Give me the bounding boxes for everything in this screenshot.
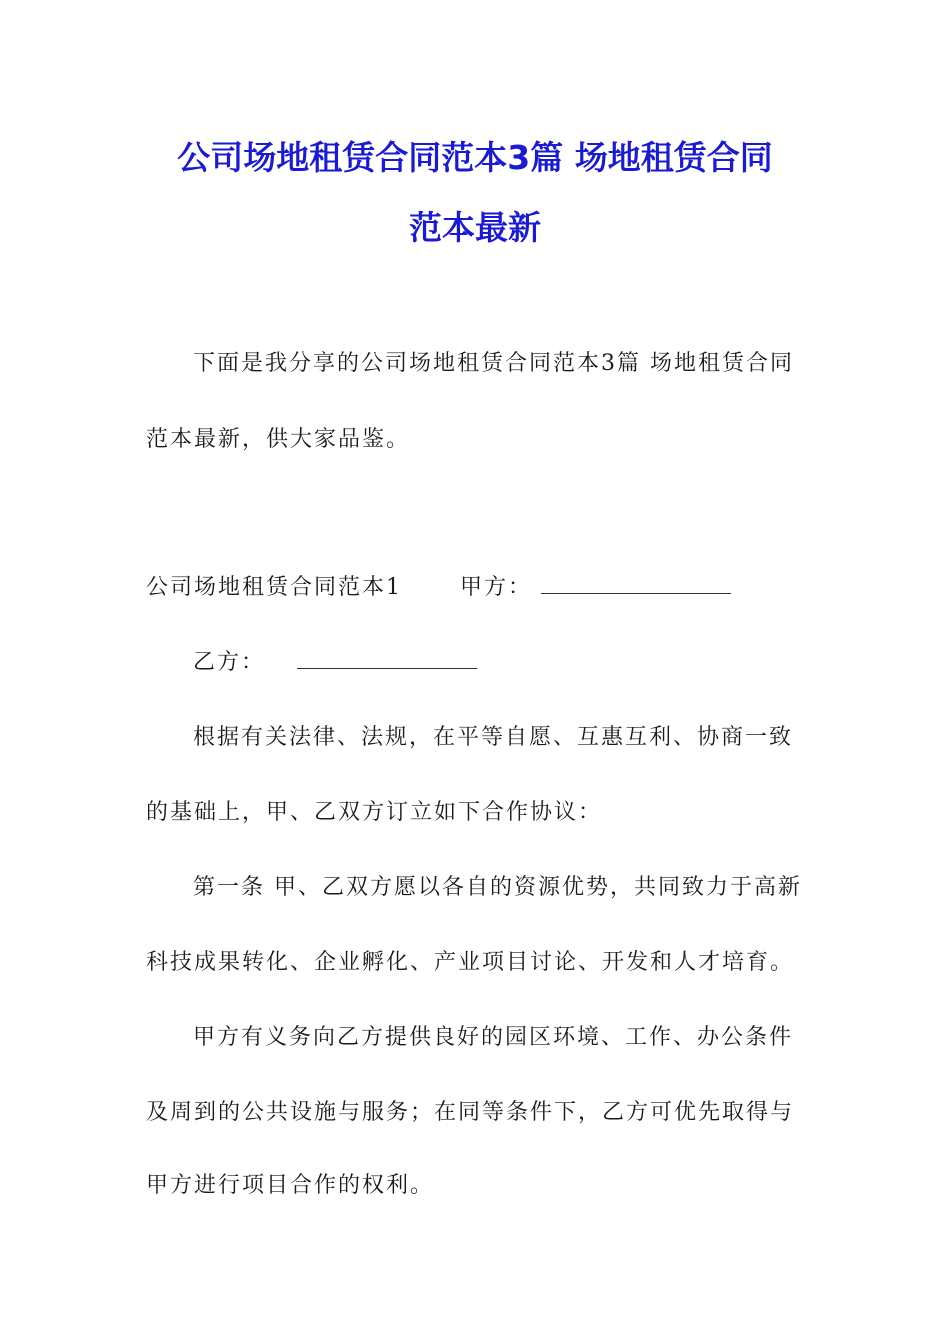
party-b-blank	[297, 648, 477, 669]
paragraph-1-line-2: 的基础上，甲、乙双方订立如下合作协议：	[146, 800, 603, 825]
paragraph-3-line-2: 及周到的公共设施与服务；在同等条件下，乙方可优先取得与	[146, 1100, 795, 1125]
document-title-line-1: 公司场地租赁合同范本3篇 场地租赁合同	[177, 138, 773, 177]
paragraph-1-line-1: 根据有关法律、法规，在平等自愿、互惠互利、协商一致	[193, 725, 794, 750]
party-a-label: 甲方：	[460, 575, 533, 600]
section-1-heading: 公司场地租赁合同范本1	[146, 575, 402, 600]
party-b-row	[193, 645, 477, 676]
party-a-blank	[541, 573, 731, 594]
section-1-heading-row	[146, 570, 731, 601]
intro-line-2: 范本最新，供大家品鉴。	[146, 427, 411, 452]
document-title-line-2: 范本最新	[409, 208, 541, 247]
party-b-label: 乙方：	[193, 650, 266, 675]
intro-line-1: 下面是我分享的公司场地租赁合同范本3篇 场地租赁合同	[193, 351, 794, 376]
paragraph-3-line-1: 甲方有义务向乙方提供良好的园区环境、工作、办公条件	[193, 1025, 794, 1050]
paragraph-3-line-3: 甲方进行项目合作的权利。	[146, 1173, 435, 1198]
paragraph-2-line-2: 科技成果转化、企业孵化、产业项目讨论、开发和人才培育。	[146, 950, 795, 975]
paragraph-2-line-1: 第一条 甲、乙双方愿以各自的资源优势，共同致力于高新	[193, 875, 802, 900]
